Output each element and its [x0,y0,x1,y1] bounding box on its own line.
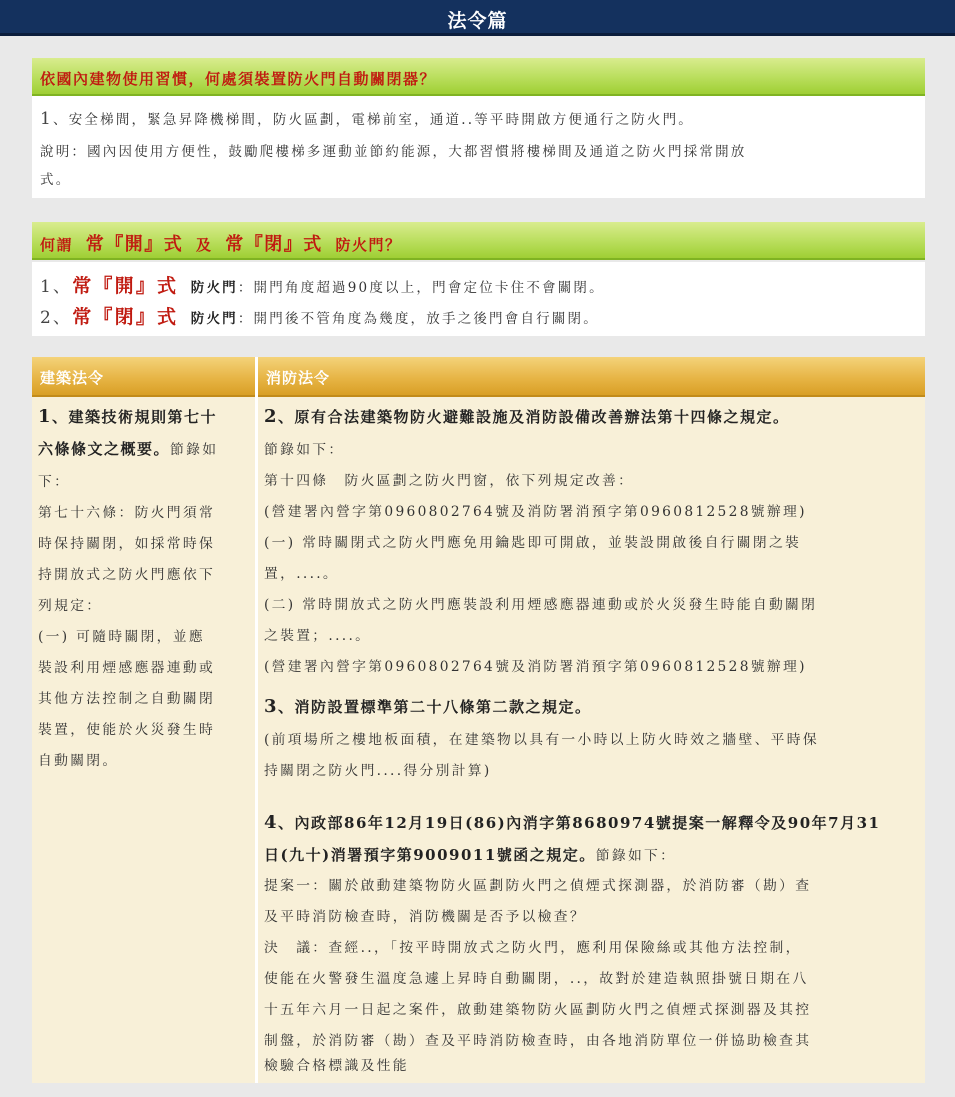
fire-line: (一) 常時關閉式之防火門應免用鑰匙即可開啟，並裝設開啟後自行關閉之裝 [264,535,802,551]
title-bar [0,0,955,36]
question-2-text [40,230,401,256]
item-1-text: ：開門角度超過90度以上，門會定位卡住不會關閉。 [237,280,605,296]
question-bar-2 [32,222,925,260]
q2-open-type: 常『開』式 [85,234,184,255]
fire-item-3-heading [264,696,592,717]
building-heading-line-1 [38,406,217,427]
item-1-sep: 、 [53,277,73,297]
fire-line: 之裝置；....。 [264,628,372,644]
fire-item-2-number: 2 [264,406,279,427]
item-2-number: 2 [40,308,54,328]
building-line: 裝設利用煙感應器連動或 [38,660,216,676]
building-line: (一) 可隨時關閉，並應 [38,629,205,645]
fire-line: 第十四條 防火區劃之防火門窗，依下列規定改善： [264,473,635,489]
building-heading-number: 1 [38,406,53,427]
note-line-1: 說明：國內因使用方便性，鼓勵爬樓梯多運動並節約能源，大都習慣將樓梯間及通道之防火門採常開放 [40,144,747,160]
answer-2-item-1 [40,271,605,298]
building-heading-text-1: 、建築技術規則第七十 [52,408,218,426]
item-2-type: 常『閉』式 [72,306,179,328]
fire-item-4-number: 4 [264,812,279,833]
q2-closed-type: 常『閉』式 [225,234,323,255]
fire-line: 持關閉之防火門....得分別計算) [264,763,492,779]
item-1-type: 常『開』式 [72,275,179,297]
building-law-column [32,397,255,1083]
q2-prefix: 何謂 [40,236,74,254]
q2-suffix: 防火門？ [335,236,402,254]
building-line: 時保持關閉，如採常時保 [38,536,216,552]
building-line: 下： [38,474,71,490]
fire-line: 使能在火警發生溫度急遽上昇時自動關閉，..，故對於建造執照掛號日期在八 [264,971,809,987]
item-1-number: 1 [40,277,54,297]
fire-line: (二) 常時開放式之防火門應裝設利用煙感應器連動或於火災發生時能自動關閉 [264,597,818,613]
building-heading-line-2 [38,438,218,459]
building-line: 裝置，使能於火災發生時 [38,722,216,738]
fire-line: 檢驗合格標識及性能 [264,1058,409,1074]
answer-box-1 [32,96,925,198]
answer-1-line [40,108,694,129]
fire-line: (營建署內營字第0960802764號及消防署消預字第0960812528號辦理) [264,504,807,520]
item-2-sep: 、 [53,308,73,328]
building-header-label: 建築法令 [40,369,105,387]
question-bar-1 [32,58,925,96]
answer-box-2 [32,262,925,336]
building-line: 列規定： [38,598,103,614]
fire-item-4-heading-2 [264,844,676,865]
building-line: 第七十六條：防火門須常 [38,505,216,521]
fire-line: (前項場所之樓地板面積，在建築物以具有一小時以上防火時效之牆壁、平時保 [264,732,819,748]
fire-item-3-number: 3 [264,696,279,717]
column-header-fire [258,357,925,397]
fire-item-4-title-1: 、內政部86年12月19日(86)內消字第8680974號提案一解釋令及90年7月31 [278,814,881,832]
fire-header-label: 消防法令 [266,369,331,387]
q2-and: 及 [195,236,213,254]
building-heading-text-2: 六條條文之概要。 [38,440,171,458]
item-2-label: 防火門 [190,311,238,327]
answer-1-text: 、安全梯間，緊急昇降機梯間，防火區劃，電梯前室，通道..等平時開啟方便通行之防火門。 [53,112,695,128]
fire-item-2-title: 、原有合法建築物防火避難設施及消防設備改善辦法第十四條之規定。 [278,408,790,426]
page-title: 法令篇 [447,10,508,32]
item-1-label: 防火門 [190,280,238,296]
fire-line: 節錄如下： [264,442,345,458]
fire-line: 制盤，於消防審（勘）查及平時消防檢查時，由各地消防單位一併協助檢查其 [264,1033,812,1049]
fire-line: 置，....。 [264,566,340,582]
fire-item-3-title: 、消防設置標準第二十八條第二款之規定。 [278,698,592,716]
fire-item-2-heading [264,406,790,427]
column-header-building [32,357,255,397]
building-line: 其他方法控制之自動關閉 [38,691,216,707]
column-divider [255,357,258,1083]
item-2-text: ：開門後不管角度為幾度，放手之後門會自行關閉。 [237,311,599,327]
fire-line: 決 議：查經..，「按平時開放式之防火門，應利用保險絲或其他方法控制， [264,940,802,956]
answer-1-number: 1 [40,109,54,129]
fire-line: 十五年六月一日起之案件，啟動建築物防火區劃防火門之偵煙式探測器及其控 [264,1002,812,1018]
question-1-text: 依國內建物使用習慣，何處須裝置防火門自動關閉器？ [40,70,437,88]
fire-item-4-heading-1 [264,812,880,833]
answer-2-item-2 [40,302,599,329]
building-line: 持開放式之防火門應依下 [38,567,216,583]
building-heading-tail: 節錄如 [170,442,219,458]
fire-line: 及平時消防檢查時，消防機關是否予以檢查？ [264,909,586,925]
note-line-2: 式。 [40,172,72,188]
fire-item-4-title-2: 日(九十)消署預字第9009011號函之規定。 [264,846,596,864]
fire-line: 提案一：關於啟動建築物防火區劃防火門之偵煙式探測器，於消防審（勘）查 [264,878,812,894]
fire-line: (營建署內營字第0960802764號及消防署消預字第0960812528號辦理) [264,659,807,675]
fire-item-4-tail: 節錄如下： [595,848,677,864]
building-line: 自動關閉。 [38,753,119,769]
